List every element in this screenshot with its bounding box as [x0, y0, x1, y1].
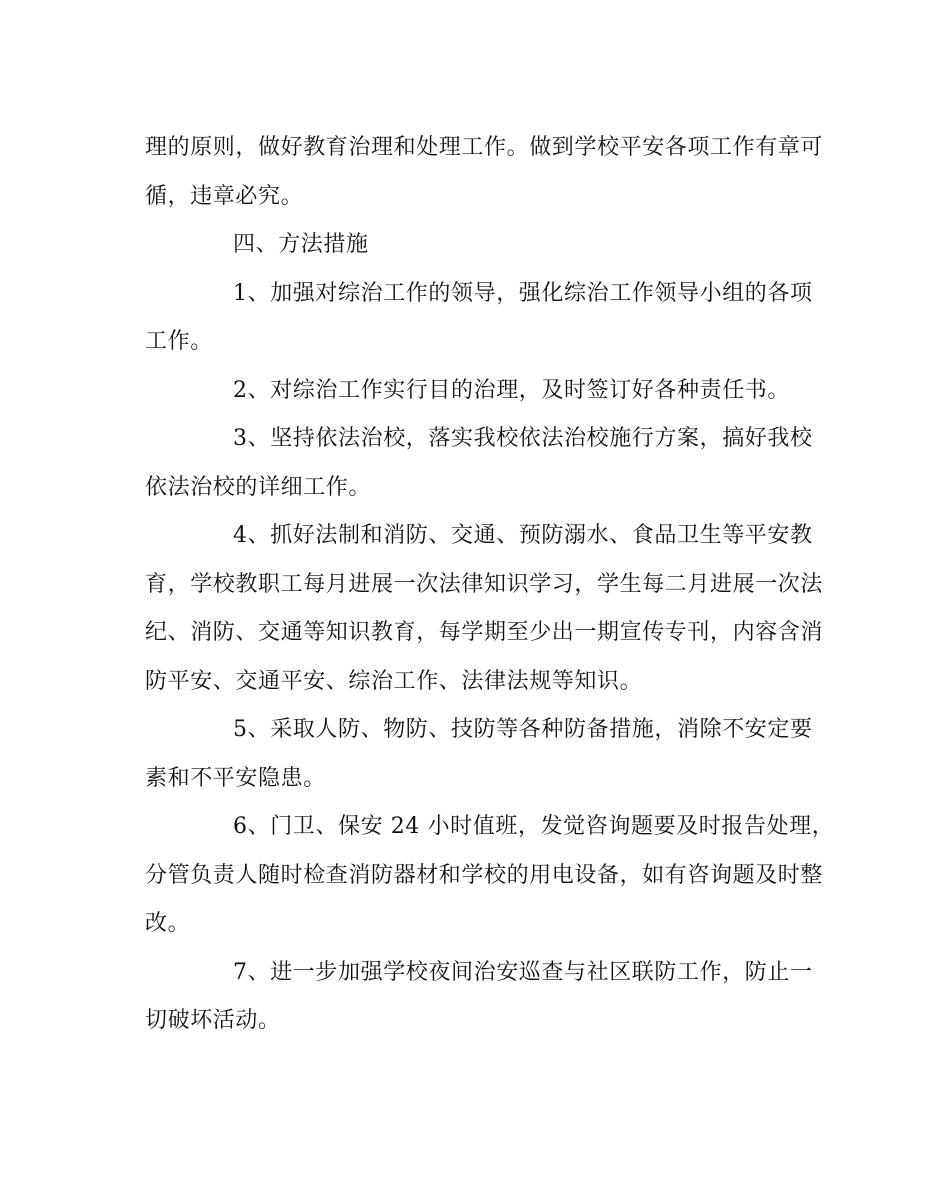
text-line: 5、采取人防、物防、技防等各种防备措施，消除不安定要	[233, 717, 813, 742]
text-line: 分管负责人随时检查消防器材和学校的用电设备，如有咨询题及时整	[145, 862, 824, 888]
text-line: 3、坚持依法治校，落实我校依法治校施行方案，搞好我校	[233, 426, 813, 451]
text-line: 理的原则，做好教育治理和处理工作。做到学校平安各项工作有章可	[145, 135, 824, 160]
text-line: 7、进一步加强学校夜间治安巡查与社区联防工作，防止一	[233, 959, 813, 985]
text-line: 2、对综治工作实行目的治理，及时签订好各种责任书。	[233, 377, 790, 403]
text-line: 纪、消防、交通等知识教育，每学期至少出一期宣传专刊，内容含消	[145, 620, 824, 645]
section-heading: 四、方法措施	[233, 232, 369, 257]
text-line: 依法治校的详细工作。	[145, 474, 372, 500]
text-line: 防平安、交通平安、综治工作、法律法规等知识。	[145, 668, 643, 694]
text-line: 改。	[145, 911, 191, 936]
text-line: 4、抓好法制和消防、交通、预防溺水、食品卫生等平安教	[233, 523, 813, 548]
text-line: 切破坏活动。	[145, 1008, 281, 1033]
text-line: 育，学校教职工每月进展一次法律知识学习，学生每二月进展一次法	[145, 571, 824, 597]
document-body	[145, 124, 835, 1046]
text-line: 工作。	[145, 329, 213, 354]
text-line: 循，违章必究。	[145, 183, 304, 209]
text-line: 6、门卫、保安 24 小时值班，发觉咨询题要及时报告处理，	[233, 814, 835, 839]
text-line: 1、加强对综治工作的领导，强化综治工作领导小组的各项	[233, 280, 813, 306]
text-line: 素和不平安隐患。	[145, 765, 326, 791]
